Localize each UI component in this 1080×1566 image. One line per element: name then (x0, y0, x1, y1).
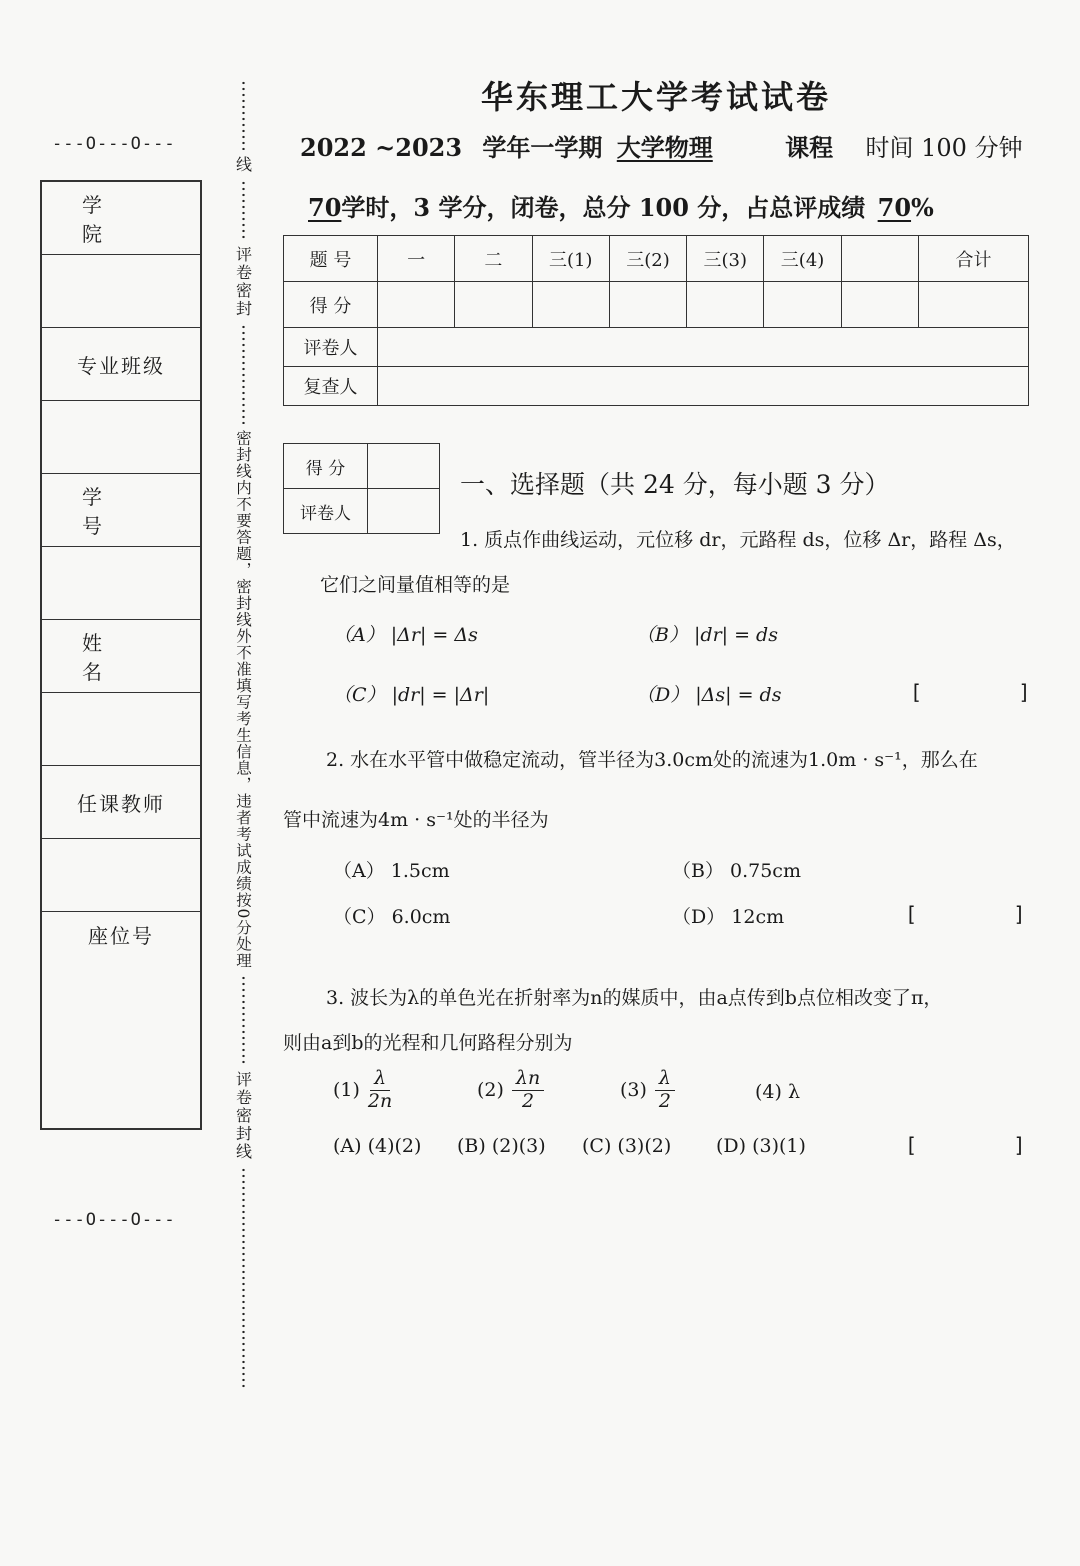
course-label: 课程 (785, 133, 834, 162)
question-number-row (284, 236, 1029, 282)
name-field[interactable] (42, 693, 200, 766)
dotted-line (242, 1167, 245, 1390)
grader-label: 评卷人 (284, 328, 378, 367)
score-table (283, 235, 1029, 406)
dotted-line (242, 324, 245, 424)
section-score-label: 得 分 (284, 444, 368, 489)
column-header: 三(3) (687, 236, 764, 282)
column-header-total: 合计 (919, 236, 1029, 282)
q3-option-2-label: (2) (477, 1079, 504, 1102)
binding-text-top: 线 (233, 156, 253, 174)
dotted-line (242, 975, 245, 1065)
academic-year: 2022 ~2023 (300, 133, 463, 162)
semester: 学年一学期 (482, 133, 603, 162)
q3-choice-d[interactable]: (D) (3)(1) (716, 1135, 806, 1157)
exam-info-line-2 (308, 188, 934, 223)
score-cell[interactable] (764, 282, 841, 328)
q2-option-d[interactable]: （D） 12cm (672, 906, 785, 928)
section-grader-label: 评卷人 (284, 489, 368, 534)
q1-option-a[interactable]: （A） |Δr| = Δs (333, 624, 478, 646)
column-header: 一 (378, 236, 455, 282)
q3-option-3 (620, 1068, 675, 1113)
q2-answer-bracket[interactable]: [ ] (905, 902, 1026, 926)
student-id-label: 学 号 (42, 474, 200, 547)
column-header: 二 (455, 236, 532, 282)
name-label: 姓 名 (42, 620, 200, 693)
q3-option-1-label: (1) (333, 1079, 360, 1102)
credit-info: 学时，3 学分，闭卷，总分 100 分，占总评成绩 (341, 193, 866, 222)
q3-answer-bracket[interactable]: [ ] (905, 1133, 1026, 1157)
teacher-label: 任课教师 (42, 766, 200, 839)
exam-title: 华东理工大学考试试卷 (480, 78, 831, 116)
q3-option-1 (333, 1068, 392, 1113)
score-cell[interactable] (609, 282, 686, 328)
reviewer-row (284, 367, 1029, 406)
column-header (841, 236, 918, 282)
section-grader-cell[interactable] (368, 489, 440, 534)
reviewer-label: 复查人 (284, 367, 378, 406)
credit-hours-value: 70 (308, 193, 342, 222)
q3-option-3-label: (3) (620, 1079, 647, 1102)
binding-line (232, 80, 254, 1390)
q1-option-d[interactable]: （D） |Δs| = ds (636, 684, 782, 706)
q2-stem-line1: 2. 水在水平管中做稳定流动，管半径为3.0cm处的流速为1.0m · s⁻¹，那么在 (326, 749, 978, 771)
college-label: 学 院 (42, 182, 200, 255)
exam-duration: 时间 100 分钟 (865, 134, 1023, 162)
q1-stem-line1: 1. 质点作曲线运动，元位移 dr，元路程 ds，位移 Δr，路程 Δs， (460, 529, 1016, 551)
column-header: 三(1) (532, 236, 609, 282)
dotted-line (242, 80, 245, 150)
score-cell[interactable] (455, 282, 532, 328)
seat-label: 座位号 (88, 924, 154, 948)
decorative-circles-bottom: ---O---O--- (52, 1210, 176, 1230)
q3-stem-line1: 3. 波长为λ的单色光在折射率为n的媒质中，由a点传到b点位相改变了π， (326, 987, 943, 1009)
q1-option-b[interactable]: （B） |dr| = ds (636, 624, 778, 646)
student-id-field[interactable] (42, 547, 200, 620)
q3-stem-line2: 则由a到b的光程和几何路程分别为 (283, 1032, 573, 1054)
score-cell[interactable] (687, 282, 764, 328)
score-cell[interactable] (919, 282, 1029, 328)
college-field[interactable] (42, 255, 200, 328)
dotted-line (242, 180, 245, 240)
binding-text-2: 密封线内不要答题，密封线外不准填写考生信息，违者考试成绩按0分处理 (234, 430, 252, 969)
percent-sign: % (911, 193, 934, 222)
q3-choice-b[interactable]: (B) (2)(3) (457, 1135, 546, 1157)
q3-option-1-denominator: 2n (367, 1089, 393, 1112)
q1-answer-bracket[interactable]: [ ] (910, 680, 1031, 704)
section-score-cell[interactable] (368, 444, 440, 489)
grader-row (284, 328, 1029, 367)
score-row (284, 282, 1029, 328)
score-label: 得 分 (284, 282, 378, 328)
section-score-table (283, 443, 440, 534)
class-label: 专业班级 (42, 328, 200, 401)
decorative-circles-top: ---O---O--- (52, 134, 176, 154)
score-cell[interactable] (841, 282, 918, 328)
binding-text-1: 评卷密封 (233, 246, 253, 318)
q3-option-1-fraction (368, 1068, 392, 1113)
weight-value: 70 (877, 193, 912, 222)
q3-option-3-denominator: 2 (658, 1089, 671, 1112)
q1-stem-line2: 它们之间量值相等的是 (320, 574, 511, 596)
column-header: 三(4) (764, 236, 841, 282)
question-number-label: 题 号 (284, 236, 378, 282)
q3-option-3-numerator: λ (655, 1068, 675, 1091)
q1-option-c[interactable]: （C） |dr| = |Δr| (333, 684, 490, 706)
q2-option-a[interactable]: （A） 1.5cm (333, 860, 450, 882)
q3-option-4: (4) λ (755, 1081, 800, 1103)
score-cell[interactable] (378, 282, 455, 328)
reviewer-cell[interactable] (378, 367, 1029, 406)
exam-info-line-1 (300, 128, 1023, 163)
q3-option-2-numerator: λn (512, 1068, 544, 1091)
student-info-box (40, 180, 202, 1130)
q2-option-c[interactable]: （C） 6.0cm (333, 906, 451, 928)
q3-option-2-fraction (512, 1068, 544, 1113)
grader-cell[interactable] (378, 328, 1029, 367)
q3-choice-a[interactable]: (A) (4)(2) (333, 1135, 422, 1157)
q3-option-2 (477, 1068, 544, 1113)
section-title: 一、选择题（共 24 分，每小题 3 分） (460, 470, 890, 499)
q3-option-1-numerator: λ (370, 1068, 390, 1091)
column-header: 三(2) (609, 236, 686, 282)
course-name: 大学物理 (616, 133, 713, 162)
q3-choice-c[interactable]: (C) (3)(2) (582, 1135, 672, 1157)
class-field[interactable] (42, 401, 200, 474)
q2-stem-line2: 管中流速为4m · s⁻¹处的半径为 (283, 809, 549, 831)
q2-option-b[interactable]: （B） 0.75cm (672, 860, 801, 882)
binding-text-3: 评卷密封线 (233, 1070, 253, 1161)
score-cell[interactable] (532, 282, 609, 328)
q3-option-2-denominator: 2 (522, 1089, 535, 1112)
q3-option-3-fraction (655, 1068, 675, 1113)
teacher-field[interactable] (42, 839, 200, 912)
